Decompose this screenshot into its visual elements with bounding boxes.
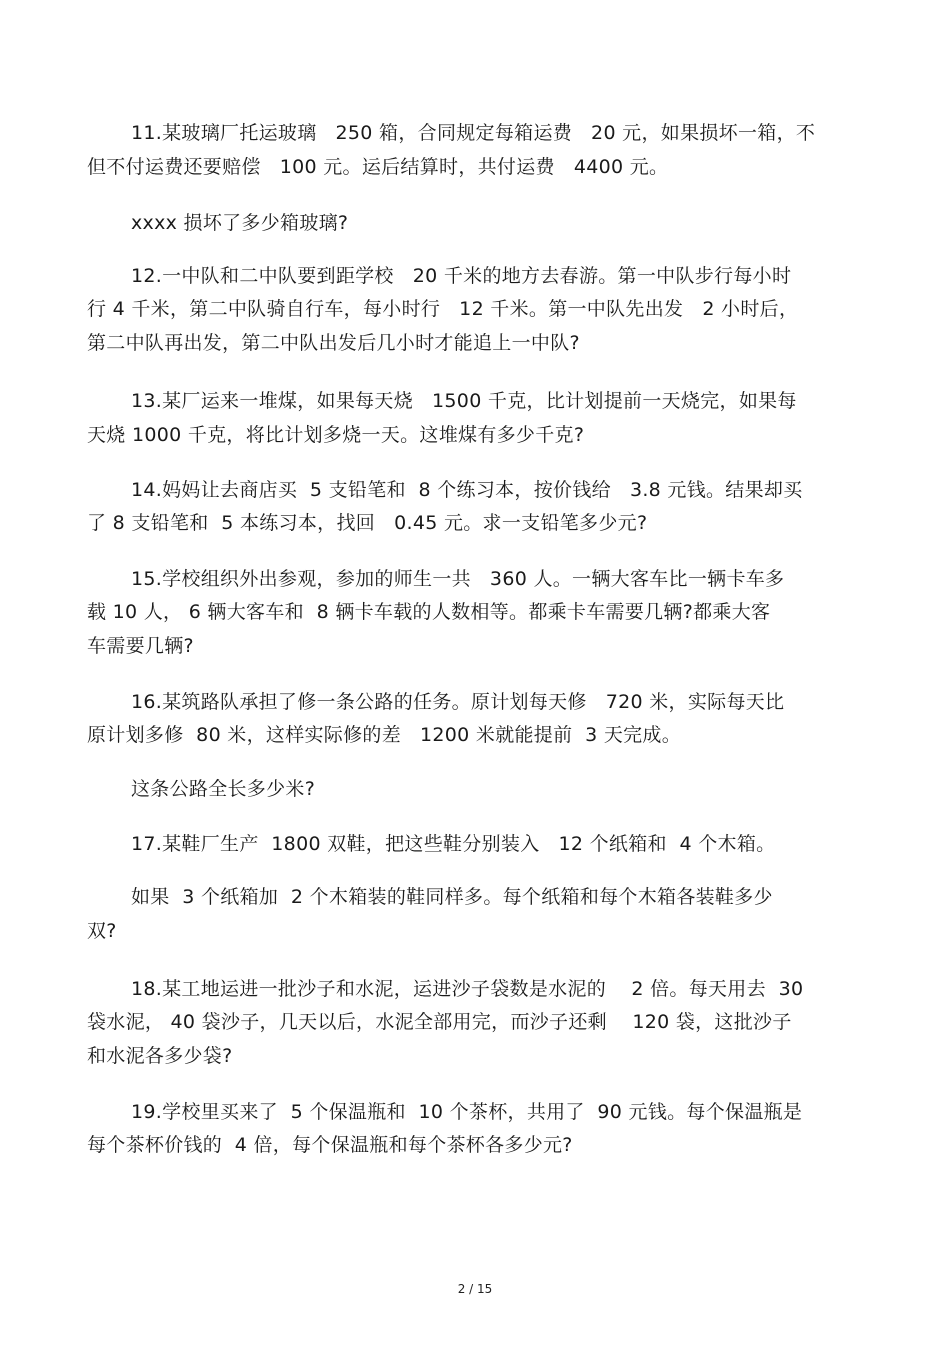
- problem-13-line-1: 13.某厂运来一堆煤，如果每天烧 1500 千克，比计划提前一天烧完，如果每: [131, 390, 797, 412]
- problem-15-line-2: 载 10 人， 6 辆大客车和 8 辆卡车载的人数相等。都乘卡车需要几辆?都乘大客: [87, 601, 771, 623]
- page-number: 2 / 15: [457, 1282, 493, 1296]
- problem-18-line-2: 袋水泥， 40 袋沙子，几天以后，水泥全部用完，而沙子还剩 120 袋，这批沙子: [87, 1011, 792, 1033]
- problem-11-question: xxxx 损坏了多少箱玻璃?: [131, 212, 349, 234]
- problem-12-line-2: 行 4 千米，第二中队骑自行车，每小时行 12 千米。第一中队先出发 2 小时后，: [87, 298, 799, 320]
- problem-18-line-3: 和水泥各多少袋?: [87, 1045, 233, 1067]
- problem-17-line-2: 如果 3 个纸箱加 2 个木箱装的鞋同样多。每个纸箱和每个木箱各装鞋多少: [131, 886, 773, 908]
- problem-13-line-2: 天烧 1000 千克，将比计划多烧一天。这堆煤有多少千克?: [87, 424, 585, 446]
- problem-19-line-2: 每个茶杯价钱的 4 倍，每个保温瓶和每个茶杯各多少元?: [87, 1134, 573, 1156]
- problem-16-line-1: 16.某筑路队承担了修一条公路的任务。原计划每天修 720 米，实际每天比: [131, 691, 785, 713]
- problem-17-line-3: 双?: [87, 920, 117, 942]
- problem-14-line-2: 了 8 支铅笔和 5 本练习本，找回 0.45 元。求一支铅笔多少元?: [87, 512, 648, 534]
- problem-12-line-3: 第二中队再出发，第二中队出发后几小时才能追上一中队?: [87, 332, 580, 354]
- problem-15-line-3: 车需要几辆?: [87, 635, 194, 657]
- problem-14-line-1: 14.妈妈让去商店买 5 支铅笔和 8 个练习本，按价钱给 3.8 元钱。结果却买: [131, 479, 803, 501]
- problem-12-line-1: 12.一中队和二中队要到距学校 20 千米的地方去春游。第一中队步行每小时: [131, 265, 792, 287]
- problem-11-line-2: 但不付运费还要赔偿 100 元。运后结算时，共付运费 4400 元。: [87, 156, 669, 178]
- problem-16-question: 这条公路全长多少米?: [131, 778, 316, 800]
- problem-18-line-1: 18.某工地运进一批沙子和水泥，运进沙子袋数是水泥的 2 倍。每天用去 30: [131, 978, 804, 1000]
- problem-17-line-1: 17.某鞋厂生产 1800 双鞋，把这些鞋分别装入 12 个纸箱和 4 个木箱。: [131, 833, 776, 855]
- problem-15-line-1: 15.学校组织外出参观，参加的师生一共 360 人。一辆大客车比一辆卡车多: [131, 568, 785, 590]
- problem-11-line-1: 11.某玻璃厂托运玻璃 250 箱，合同规定每箱运费 20 元，如果损坏一箱，不: [131, 122, 816, 144]
- problem-19-line-1: 19.学校里买来了 5 个保温瓶和 10 个茶杯，共用了 90 元钱。每个保温瓶是: [131, 1101, 803, 1123]
- problem-16-line-2: 原计划多修 80 米，这样实际修的差 1200 米就能提前 3 天完成。: [87, 724, 682, 746]
